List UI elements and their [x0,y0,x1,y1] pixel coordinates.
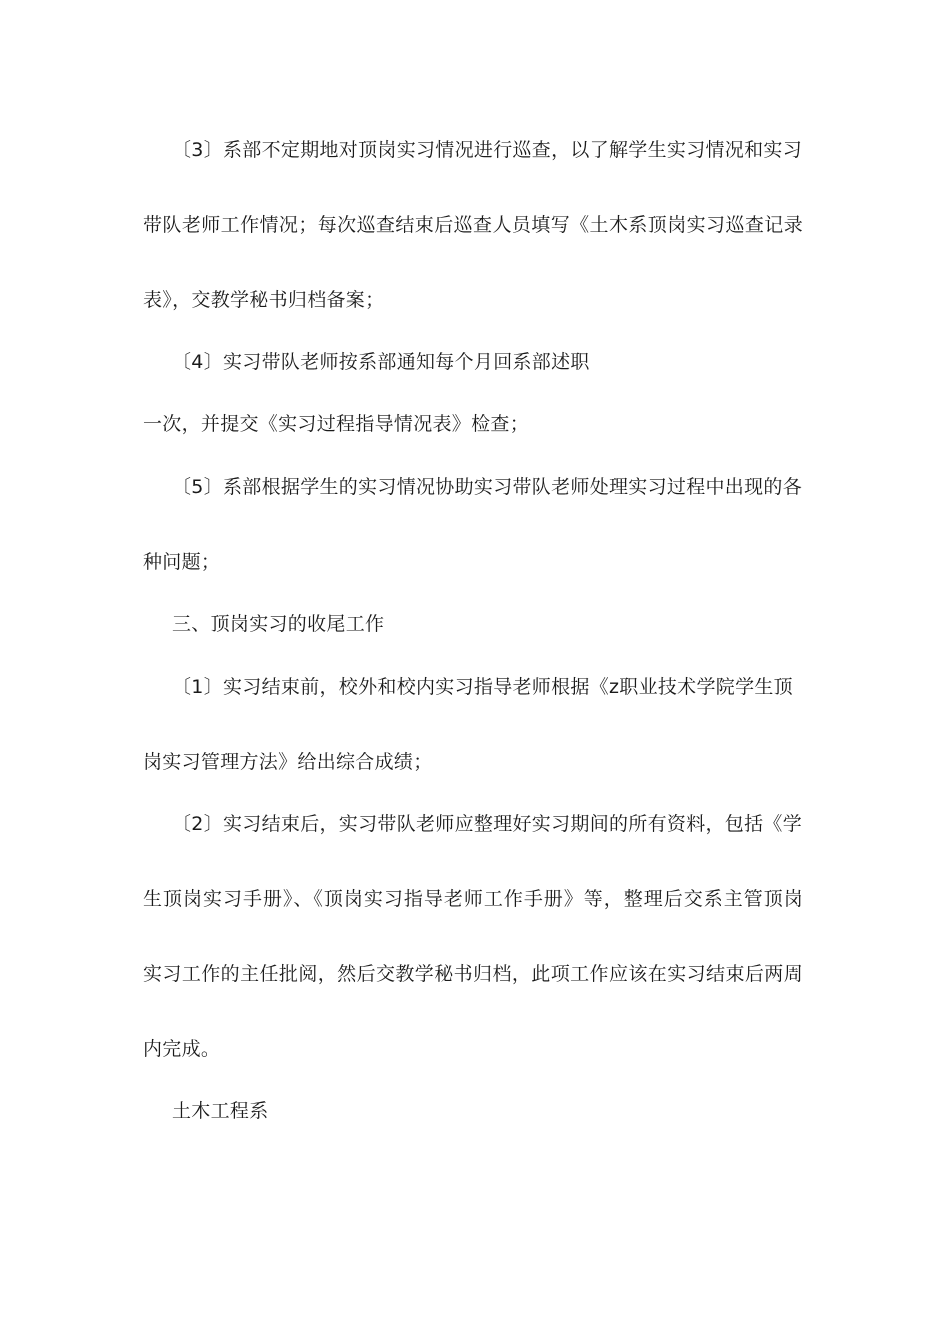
paragraph-4-line-1: 〔4〕实习带队老师按系部通知每个月回系部述职 [172,351,590,373]
paragraph-2-line-3: 实习工作的主任批阅，然后交教学秘书归档，此项工作应该在实习结束后两周 [143,963,803,985]
department-signature: 土木工程系 [172,1100,269,1122]
paragraph-1-line-2: 岗实习管理方法》给出综合成绩； [143,751,433,773]
paragraph-3-line-1: 〔3〕系部不定期地对顶岗实习情况进行巡查，以了解学生实习情况和实习 [172,139,802,161]
paragraph-5-line-1: 〔5〕系部根据学生的实习情况协助实习带队老师处理实习过程中出现的各 [172,476,802,498]
paragraph-5-line-2: 种问题； [143,551,221,573]
paragraph-2-line-2: 生顶岗实习手册》、《顶岗实习指导老师工作手册》等，整理后交系主管顶岗 [143,888,803,910]
section-heading: 三、顶岗实习的收尾工作 [172,613,385,635]
paragraph-3-line-2: 带队老师工作情况；每次巡查结束后巡查人员填写《土木系顶岗实习巡查记录 [143,214,803,236]
paragraph-1-line-1: 〔1〕实习结束前，校外和校内实习指导老师根据《z职业技术学院学生顶 [172,676,793,698]
paragraph-3-line-3: 表》，交教学秘书归档备案； [143,289,385,311]
paragraph-2-line-4: 内完成。 [143,1038,221,1060]
paragraph-4-line-2: 一次，并提交《实习过程指导情况表》检查； [143,413,530,435]
paragraph-2-line-1: 〔2〕实习结束后，实习带队老师应整理好实习期间的所有资料，包括《学 [172,813,802,835]
